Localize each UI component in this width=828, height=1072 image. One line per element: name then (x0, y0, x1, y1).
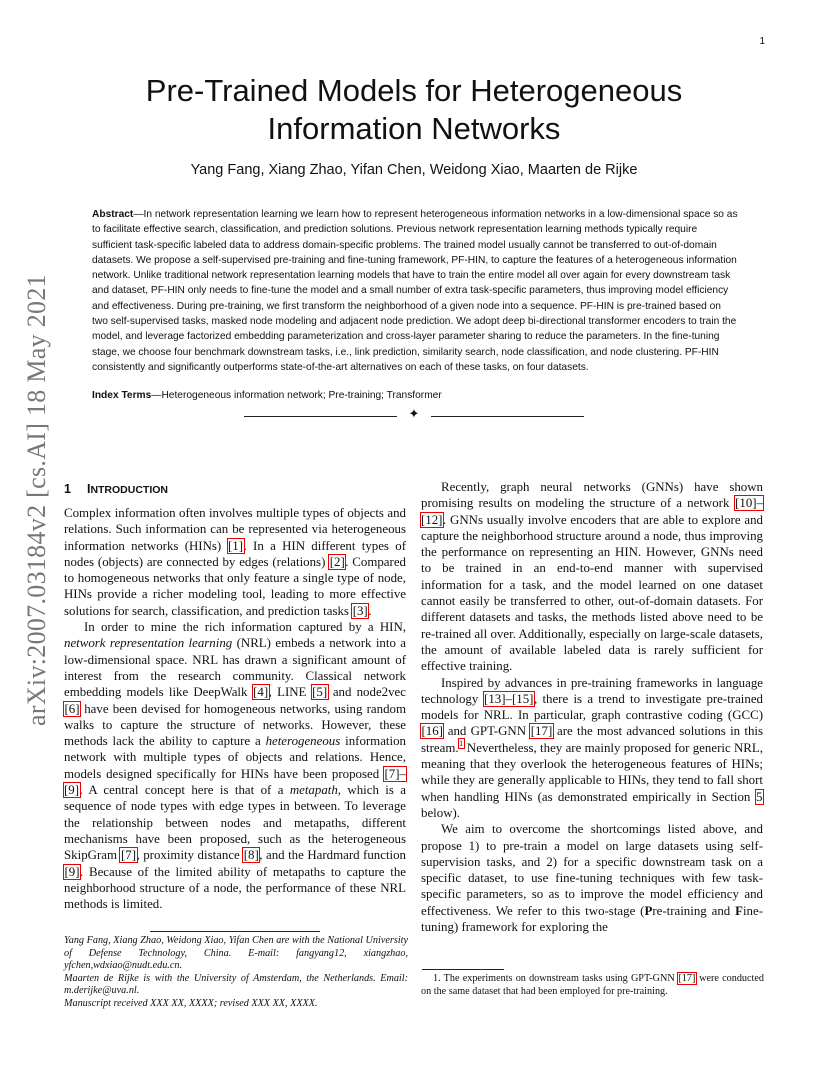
citation-link[interactable]: [7]–[9] (64, 766, 406, 798)
bold-letter: P (644, 903, 653, 918)
text-span: , which is a sequence of node types with edge types in between. To leverage the relationship between nodes and metapaths, different mechanisms have been proposed, such as the heterogeneous SkipGram (64, 783, 406, 863)
text-span: . Compared to homogeneous networks that only feature a single type of node, HINs provide a richer modeling tool, leading to more effective solutions for search, classification, and prediction tasks (64, 554, 406, 618)
left-column (64, 479, 406, 912)
page-number: 1 (759, 36, 765, 47)
text-span: re-training and (652, 903, 736, 918)
section-number: 1 (64, 482, 71, 496)
citation-link[interactable]: [16] (421, 724, 443, 739)
citation-link[interactable]: [3] (352, 603, 368, 618)
citation-link[interactable]: [17] (678, 973, 696, 984)
text-span: , there is a trend to investigate pre-trained models for NRL. In particular, graph contrastive coding (GCC) (421, 691, 763, 723)
text-span: information network with multiple types of objects and relations. Hence, models designed specifically for HINs have been proposed (64, 734, 406, 781)
intro-paragraph-4 (421, 675, 763, 822)
footnote-rule-left (150, 931, 320, 932)
text-span: ine-tuning) framework for exploring the (421, 903, 763, 935)
text-span: Recently, graph neural networks (GNNs) have shown promising results on modeling the structure of a network (421, 480, 763, 511)
abstract-text: —In network representation learning we learn how to represent heterogeneous information networks in a low-dimensional space so as to facilitate effective search, classification, and prediction solutions. Previous network representation learning methods typically require sufficient task-specific labeled data to address domain-specific problems. The trained model usually cannot be transferred to out-of-domain datasets. We propose a self-supervised pre-training and fine-tuning framework, PF-HIN, to capture the features of a heterogeneous information network. Unlike traditional network representation learning models that have to train the entire model all over again for every downstream task and dataset, PF-HIN only needs to fine-tune the model and a small number of extra task-specific parameters, thus improving model efficiency and effectiveness. During pre-training, we first transform the neighborhood of a given node into a sequence. PF-HIN is pre-trained based on two self-supervised tasks, masked node modeling and adjacent node prediction. We adopt deep bi-directional transformer encoders to train the model, and leverage factorized embedding parameterization and cross-layer parameter sharing to reduce the parameters. In the fine-tuning stage, we choose four benchmark downstream tasks, i.e., link prediction, similarity search, node classification, and node clustering. PF-HIN consistently and significantly outperforms state-of-the-art alternatives on each of these tasks, on four datasets. (92, 209, 738, 373)
section-title-rest: NTRODUCTION (90, 484, 169, 496)
text-span: . A central concept here is that of a (79, 783, 290, 798)
section-reference-link[interactable]: 5 (756, 789, 763, 804)
citation-link[interactable]: [4] (253, 685, 269, 700)
emphasis-text: metapath (289, 783, 338, 798)
citation-link[interactable]: [13]–[15] (484, 691, 534, 706)
citation-link[interactable]: [10]–[12] (421, 496, 763, 527)
paper-title: Pre-Trained Models for Heterogeneous Information Networks (145, 73, 683, 146)
citation-link[interactable]: [7] (120, 848, 137, 863)
emphasis-text: network representation learning (64, 636, 233, 651)
text-span: , and the Hardmard function (259, 848, 407, 863)
citation-link[interactable]: [8] (243, 848, 259, 863)
right-column (421, 479, 763, 935)
index-terms-text: —Heterogeneous information network; Pre-training; Transformer (151, 390, 442, 401)
text-span: have been devised for homogeneous networks, using random walks to capture the structure of networks. However, these methods lack the ability to capture a (64, 701, 406, 749)
separator-rule-right (431, 416, 584, 417)
text-span: We aim to overcome the shortcomings listed above, and propose 1) to pre-train a model on large datasets using self-supervision tasks, and 2) for a specific downstream task on a specific dataset, to use fine-tuning techniques with few task-specific parameters, so as to improve the model efficiency and effectiveness. We refer to this two-stage ( (421, 822, 763, 918)
intro-paragraph-2 (64, 619, 406, 912)
text-span: . GNNs usually involve encoders that are able to explore and capture the neighborhood structure around a node, thus improving the performance on representing an HIN. However, GNNs need to be trained in an end-to-end manner with supervised information for a task, and the model learned on one dataset cannot easily be transferred to other, out-of-domain datasets. For different datasets and tasks, the methods listed above need to be re-trained all over. Additionally, especially on large-scale datasets, the amount of available labeled data is rarely sufficient for effective training. (421, 512, 763, 674)
text-span: , proximity distance (136, 848, 244, 863)
index-terms-label: Index Terms (92, 390, 152, 401)
intro-paragraph-1 (64, 505, 406, 619)
footnote-rule-right (422, 969, 504, 970)
text-span: . Because of the limited ability of metapaths to capture the neighborhood structure of a node, the performance of these NRL methods is limited. (64, 864, 406, 912)
intro-paragraph-3 (421, 479, 763, 675)
affiliation-line: Maarten de Rijke is with the University of Amsterdam, the Netherlands. Email: m.derijke@uva.nl. (64, 972, 408, 997)
text-span: below). (421, 805, 461, 820)
text-span: Inspired by advances in pre-training frameworks in language technology (421, 675, 763, 706)
text-span: 1. The experiments on downstream tasks using GPT-GNN (433, 973, 678, 984)
abstract-label: Abstract (92, 209, 134, 220)
text-span: Nevertheless, they are mainly proposed for generic NRL, meaning that they overlook the heterogeneous features of HINs; while they are generally applicable to HINs, they tend to fall short when handling HINs (as demonstrated empirically in Section (421, 740, 763, 804)
footnote-marker-link[interactable]: 1 (459, 739, 464, 749)
affiliation-line: Yang Fang, Xiang Zhao, Weidong Xiao, Yifan Chen are with the National University of Defense Technology, China. E-mail: fangyang12, xiangzhao, yfchen,wdxiao@nudt.edu.cn. (64, 935, 408, 972)
bold-letter: F (735, 903, 743, 918)
author-affiliation-footnote (64, 935, 408, 1011)
section-title-initial: I (86, 482, 91, 496)
citation-link[interactable]: [17] (530, 724, 553, 739)
arxiv-identifier-stamp (22, 274, 52, 726)
citation-link[interactable]: [5] (312, 685, 328, 700)
abstract (92, 207, 738, 375)
intro-paragraph-5 (421, 821, 763, 935)
text-span: were conducted on the same dataset that had been employed for pre-training. (421, 973, 764, 997)
citation-link[interactable]: [1] (228, 538, 244, 553)
text-span: Complex information often involves multiple types of objects and relations. Such information can be represented via heterogeneous information networks (HINs) (64, 506, 406, 553)
text-span: . In a HIN different types of nodes (objects) are connected by edges (relations) (64, 538, 406, 569)
text-span: and node2vec (327, 685, 406, 700)
arxiv-id-text: arXiv:2007.03184v2 [cs.AI] 18 May 2021 (22, 274, 52, 726)
manuscript-dates: Manuscript received XXX XX, XXXX; revised XXX XX, XXXX. (64, 997, 318, 1009)
footnote-1 (421, 973, 764, 998)
text-span: , LINE (268, 685, 312, 700)
separator-rule-left (244, 416, 397, 417)
text-span: . (368, 603, 372, 618)
section-heading-introduction (64, 481, 406, 498)
text-span: are the most advanced solutions in this stream. (421, 724, 763, 755)
citation-link[interactable]: [2] (329, 554, 345, 569)
author-list: Yang Fang, Xiang Zhao, Yifan Chen, Weidong Xiao, Maarten de Rijke (190, 162, 638, 178)
separator-diamond-icon: ✦ (408, 407, 420, 422)
index-terms (92, 388, 738, 403)
text-span: In order to mine the rich information captured by a HIN, (84, 620, 406, 635)
text-span: (NRL) embeds a network into a low-dimensional space. NRL has drawn a significant amount of interest from the research community. Classical network embedding models like DeepWalk (64, 636, 406, 700)
emphasis-text: heterogeneous (265, 734, 341, 749)
text-span: and GPT-GNN (443, 724, 531, 739)
citation-link[interactable]: [9] (64, 864, 80, 879)
citation-link[interactable]: [6] (64, 701, 80, 716)
